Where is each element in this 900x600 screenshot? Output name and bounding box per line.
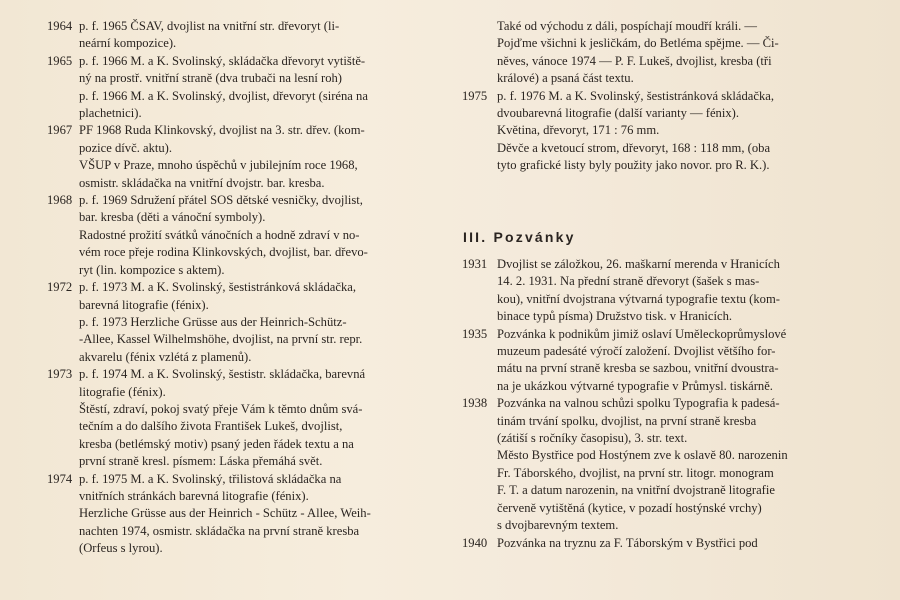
entry-year: 1935	[462, 326, 488, 341]
entry-paragraph	[79, 88, 445, 123]
text-line: Také od východu z dáli, pospíchají moudří králi. —	[497, 19, 758, 33]
text-line: (zátiší s ročníky časopisu), 3. str. text.	[497, 431, 688, 446]
text-line: Štěstí, zdraví, pokoj svatý přeje Vám k těmto dnům svá-	[79, 401, 363, 416]
text-line: Dvojlist se záložkou, 26. maškarní merenda v Hranicích	[497, 257, 780, 271]
text-line: mátu na první straně kresba se sazbou, vnitřní dvoustra-	[497, 361, 779, 376]
text-line: p. f. 1965 ČSAV, dvojlist na vnitřní str. dřevoryt (li-	[79, 19, 340, 33]
text-line: ryt (lin. kompozice s aktem).	[79, 262, 225, 277]
bibliography-entry	[0, 471, 445, 558]
text-line: binace typů písma) Družstvo tisk. v Hranicích.	[497, 309, 733, 324]
entry-paragraph	[497, 326, 900, 396]
bibliography-entry	[0, 366, 445, 470]
text-line: 14. 2. 1931. Na přední straně dřevoryt (šašek s mas-	[497, 274, 760, 289]
text-line: tečním a do dalšího života František Lukeš, dvojlist,	[79, 419, 343, 434]
text-line: tyto grafické listy byly použity jako novor. pro R. K.).	[497, 158, 770, 173]
text-line: vnitřních stránkách barevná litografie (fénix).	[79, 488, 309, 503]
text-line: Pozvánka na valnou schůzi spolku Typografia k padesá-	[497, 396, 780, 411]
bibliography-entry	[0, 279, 445, 366]
bibliography-entry	[455, 256, 900, 326]
bibliography-entry	[455, 535, 900, 552]
text-line: ný na prostř. vnitřní straně (dva trubači na lesní roh)	[79, 71, 342, 86]
bibliography-entry	[0, 192, 445, 279]
section-heading: III. Pozvánky	[463, 229, 576, 245]
text-line: p. f. 1975 M. a K. Svolinský, třilistová skládačka na	[79, 471, 342, 486]
text-line: plachetnici).	[79, 106, 142, 121]
entry-year: 1967	[47, 123, 73, 138]
text-line: Pozvánka na tryznu za F. Táborským v Bystřici pod	[497, 535, 758, 550]
text-line: s dvojbarevným textem.	[497, 518, 619, 533]
text-line: Fr. Táborského, dvojlist, na první str. litogr. monogram	[497, 465, 774, 480]
text-line: něves, vánoce 1974 — P. F. Lukeš, dvojlist, kresba (tři	[497, 53, 772, 68]
entry-paragraph	[497, 18, 900, 88]
entry-paragraph	[79, 227, 445, 279]
entry-paragraph	[79, 366, 445, 401]
text-line: na je ukázkou výtvarné typografie v Průmysl. tiskárně.	[497, 378, 773, 393]
entry-paragraph	[79, 53, 445, 88]
text-line: PF 1968 Ruda Klinkovský, dvojlist na 3. str. dřev. (kom-	[79, 123, 365, 138]
text-line: p. f. 1976 M. a K. Svolinský, šestistránková skládačka,	[497, 88, 775, 103]
text-line: pozice dívč. aktu).	[79, 140, 173, 155]
text-line: p. f. 1969 Sdružení přátel SOS dětské vesničky, dvojlist,	[79, 193, 363, 208]
entry-paragraph	[79, 192, 445, 227]
entry-paragraph	[79, 18, 445, 53]
text-line: Radostné prožití svátků vánočních a hodně zdraví v no-	[79, 227, 360, 242]
text-line: nachten 1974, osmistr. skládačka na první straně kresba	[79, 523, 360, 538]
text-line: červeně vytištěná (kytice, v pozadí hostýnské vrchy)	[497, 500, 762, 515]
text-line: neární kompozice).	[79, 36, 177, 51]
bibliography-entry	[0, 53, 445, 123]
text-line: akvarelu (fénix vzlétá z plamenů).	[79, 349, 252, 364]
text-line: p. f. 1973 Herzliche Grüsse aus der Heinrich-Schütz-	[79, 314, 347, 329]
entry-year: 1972	[47, 280, 73, 295]
text-line: -Allee, Kassel Wilhelmshöhe, dvojlist, na první str. repr.	[79, 332, 363, 347]
entry-paragraph	[79, 279, 445, 314]
entry-paragraph	[79, 505, 445, 557]
text-line: p. f. 1966 M. a K. Svolinský, skládačka dřevoryt vytiště-	[79, 53, 366, 68]
entry-paragraph	[79, 122, 445, 157]
entry-paragraph	[497, 447, 900, 534]
text-line: Město Bystřice pod Hostýnem zve k oslavě 80. narozenin	[497, 448, 788, 463]
entry-year: 1974	[47, 471, 73, 486]
text-line: vém roce přeje rodina Klinkovských, dvojlist, bar. dřevo-	[79, 245, 368, 260]
entry-paragraph	[497, 256, 900, 326]
text-line: dvoubarevná litografie (další varianty — fénix).	[497, 106, 739, 121]
bibliography-entry	[0, 122, 445, 192]
entry-paragraph	[497, 88, 900, 123]
entry-year: 1931	[462, 257, 488, 271]
text-line: (Orfeus s lyrou).	[79, 541, 163, 556]
text-line: muzeum padesáté výročí založení. Dvojlist většího for-	[497, 344, 776, 359]
text-line: bar. kresba (děti a vánoční symboly).	[79, 210, 266, 225]
text-line: králové) a psaná část textu.	[497, 71, 634, 86]
entry-paragraph	[497, 395, 900, 447]
entry-year: 1973	[47, 367, 73, 382]
text-line: p. f. 1966 M. a K. Svolinský, dvojlist, dřevoryt (siréna na	[79, 88, 368, 103]
text-line: osmistr. skládačka na vnitřní dvojstr. bar. kresba.	[79, 175, 325, 190]
entry-paragraph	[497, 122, 900, 139]
entry-paragraph	[79, 401, 445, 471]
bibliography-entry	[455, 88, 900, 175]
entry-paragraph	[497, 140, 900, 175]
right-column-bottom	[455, 256, 900, 552]
bibliography-entry	[0, 18, 445, 53]
text-line: kresba (betlémský motiv) psaný jeden řádek textu a na	[79, 436, 354, 451]
text-line: tinám trvání spolku, dvojlist, na první straně kresba	[497, 413, 757, 428]
entry-year: 1965	[47, 53, 73, 68]
entry-paragraph	[79, 471, 445, 506]
entry-year: 1968	[47, 193, 73, 208]
text-line: Herzliche Grüsse aus der Heinrich - Schütz - Allee, Weih-	[79, 506, 371, 521]
entry-year: 1975	[462, 88, 488, 103]
entry-year: 1940	[462, 535, 488, 550]
text-line: Pozvánka k podnikům jimiž oslaví Uměleckoprůmyslové	[497, 326, 787, 341]
entry-paragraph	[79, 157, 445, 192]
text-line: VŠUP v Praze, mnoho úspěchů v jubilejním roce 1968,	[79, 158, 358, 173]
entry-year: 1938	[462, 396, 488, 411]
bibliography-entry	[455, 18, 900, 88]
text-line: Květina, dřevoryt, 171 : 76 mm.	[497, 123, 660, 138]
text-line: litografie (fénix).	[79, 384, 166, 399]
text-line: F. T. a datum narozenin, na vnitřní dvojstraně litografie	[497, 483, 775, 498]
text-line: barevná litografie (fénix).	[79, 297, 209, 312]
entry-year: 1964	[47, 19, 73, 33]
entry-paragraph	[497, 535, 900, 552]
text-line: první straně kresl. písmem: Láska přemáhá svět.	[79, 454, 323, 469]
right-column-top	[455, 18, 900, 175]
bibliography-entry	[455, 395, 900, 534]
text-line: p. f. 1974 M. a K. Svolinský, šestistr. skládačka, barevná	[79, 367, 366, 382]
text-line: Děvče a kvetoucí strom, dřevoryt, 168 : 118 mm, (oba	[497, 140, 771, 155]
text-line: kou), vnitřní dvojstrana výtvarná typografie textu (kom-	[497, 291, 780, 306]
text-line: p. f. 1973 M. a K. Svolinský, šestistránková skládačka,	[79, 280, 357, 295]
bibliography-entry	[455, 326, 900, 396]
left-column	[0, 18, 445, 558]
text-line: Pojďme všichni k jesličkám, do Betléma spějme. — Či-	[497, 36, 779, 51]
entry-paragraph	[79, 314, 445, 366]
